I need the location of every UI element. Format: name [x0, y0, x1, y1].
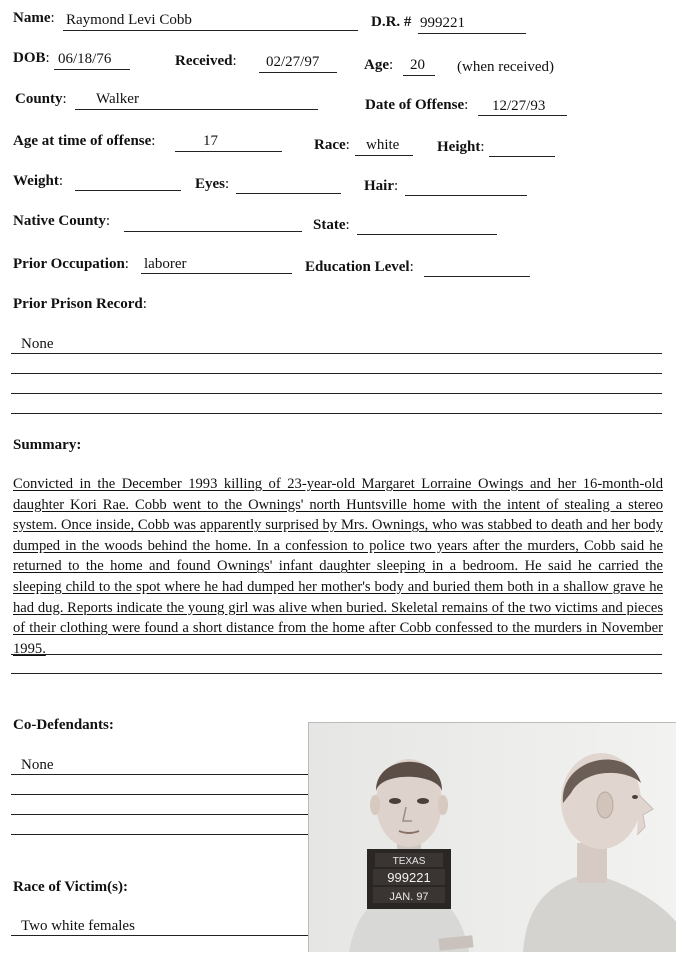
- name-label: Name:: [13, 10, 55, 26]
- co-defendants-label: Co-Defendants:: [13, 717, 114, 733]
- native-county-label: Native County:: [13, 213, 111, 229]
- race-victims-value: Two white females: [21, 918, 135, 934]
- prior-prison-line-2: [11, 373, 662, 374]
- eyes-underline: [236, 193, 341, 194]
- summary-line-blank: [11, 673, 662, 674]
- co-defendants-line-2: [11, 794, 311, 795]
- age-value: 20: [410, 57, 425, 73]
- race-label: Race:: [314, 137, 350, 153]
- co-defendants-line-4: [11, 834, 311, 835]
- race-victims-line: [11, 935, 311, 936]
- prior-prison-label: Prior Prison Record:: [13, 296, 147, 312]
- dob-underline: [54, 69, 130, 70]
- placard-line-3: JAN. 97: [389, 891, 429, 903]
- co-defendants-line-3: [11, 814, 311, 815]
- race-victims-label: Race of Victim(s):: [13, 879, 128, 895]
- prior-prison-value: None: [21, 336, 54, 352]
- age-note: (when received): [457, 59, 555, 75]
- dr-value: 999221: [420, 15, 465, 31]
- prior-occupation-underline: [141, 273, 292, 274]
- county-underline: [75, 109, 318, 110]
- eyes-label: Eyes:: [195, 176, 230, 192]
- age-at-offense-label: Age at time of offense:: [13, 133, 156, 149]
- race-value: white: [366, 137, 400, 153]
- weight-underline: [75, 190, 181, 191]
- state-label: State:: [313, 217, 350, 233]
- dob-value: 06/18/76: [58, 51, 112, 67]
- placard-line-2: 999221: [387, 870, 431, 885]
- date-offense-underline: [478, 115, 567, 116]
- placard-line-1: TEXAS: [392, 856, 426, 867]
- summary-line-end: [11, 654, 662, 655]
- dr-underline: [418, 33, 526, 34]
- weight-label: Weight:: [13, 173, 64, 189]
- state-underline: [357, 234, 497, 235]
- summary-label: Summary:: [13, 437, 82, 453]
- date-offense-value: 12/27/93: [492, 98, 546, 114]
- hair-label: Hair:: [364, 178, 399, 194]
- age-at-offense-underline: [175, 151, 282, 152]
- prior-prison-line-4: [11, 413, 662, 414]
- co-defendants-value: None: [21, 757, 54, 773]
- age-label: Age:: [364, 57, 394, 73]
- age-at-offense-value: 17: [203, 133, 218, 149]
- native-county-underline: [124, 231, 302, 232]
- prior-prison-line-1: [11, 353, 662, 354]
- county-label: County:: [15, 91, 67, 107]
- summary-text: Convicted in the December 1993 killing of 23-year-old Margaret Lorraine Owings and her 16-month-old daughter Kori Rae. Cobb went to the Ownings' north Huntsville home with the intent of stealing a stereo system. Once inside, Cobb was apparently surprised by Mrs. Ownings, who was stabbed to death and her body dumped in the woods behind the home. In a confession to police two years after the murders, Cobb said he returned to the home and found Ownings' infant daughter sleeping in a bedroom. He said he carried the sleeping child to the spot where he had dumped her mother's body and buried them both in a shallow grave he had dug. Reports indicate the young girl was alive when buried. Skeletal remains of the two victims and pieces of their clothing were found a short distance from the home after Cobb confessed to the murders in November 1995.: [13, 476, 663, 657]
- date-offense-label: Date of Offense:: [365, 97, 469, 113]
- mugshot-image: [309, 723, 676, 952]
- prior-occupation-value: laborer: [144, 256, 187, 272]
- education-label: Education Level:: [305, 259, 414, 275]
- race-underline: [355, 155, 413, 156]
- dr-label: D.R. #: [371, 14, 412, 30]
- height-label: Height:: [437, 139, 485, 155]
- hair-underline: [405, 195, 527, 196]
- received-underline: [259, 72, 337, 73]
- received-label: Received:: [175, 53, 237, 69]
- prior-occupation-label: Prior Occupation:: [13, 256, 129, 272]
- age-underline: [403, 75, 435, 76]
- id-placard: [367, 849, 451, 909]
- height-underline: [489, 156, 555, 157]
- name-value: Raymond Levi Cobb: [66, 12, 192, 28]
- co-defendants-line-1: [11, 774, 311, 775]
- prior-prison-line-3: [11, 393, 662, 394]
- mugshot-photo: [308, 722, 676, 952]
- education-underline: [424, 276, 530, 277]
- county-value: Walker: [96, 91, 139, 107]
- name-underline: [63, 30, 358, 31]
- dob-label: DOB:: [13, 50, 50, 66]
- received-value: 02/27/97: [266, 54, 320, 70]
